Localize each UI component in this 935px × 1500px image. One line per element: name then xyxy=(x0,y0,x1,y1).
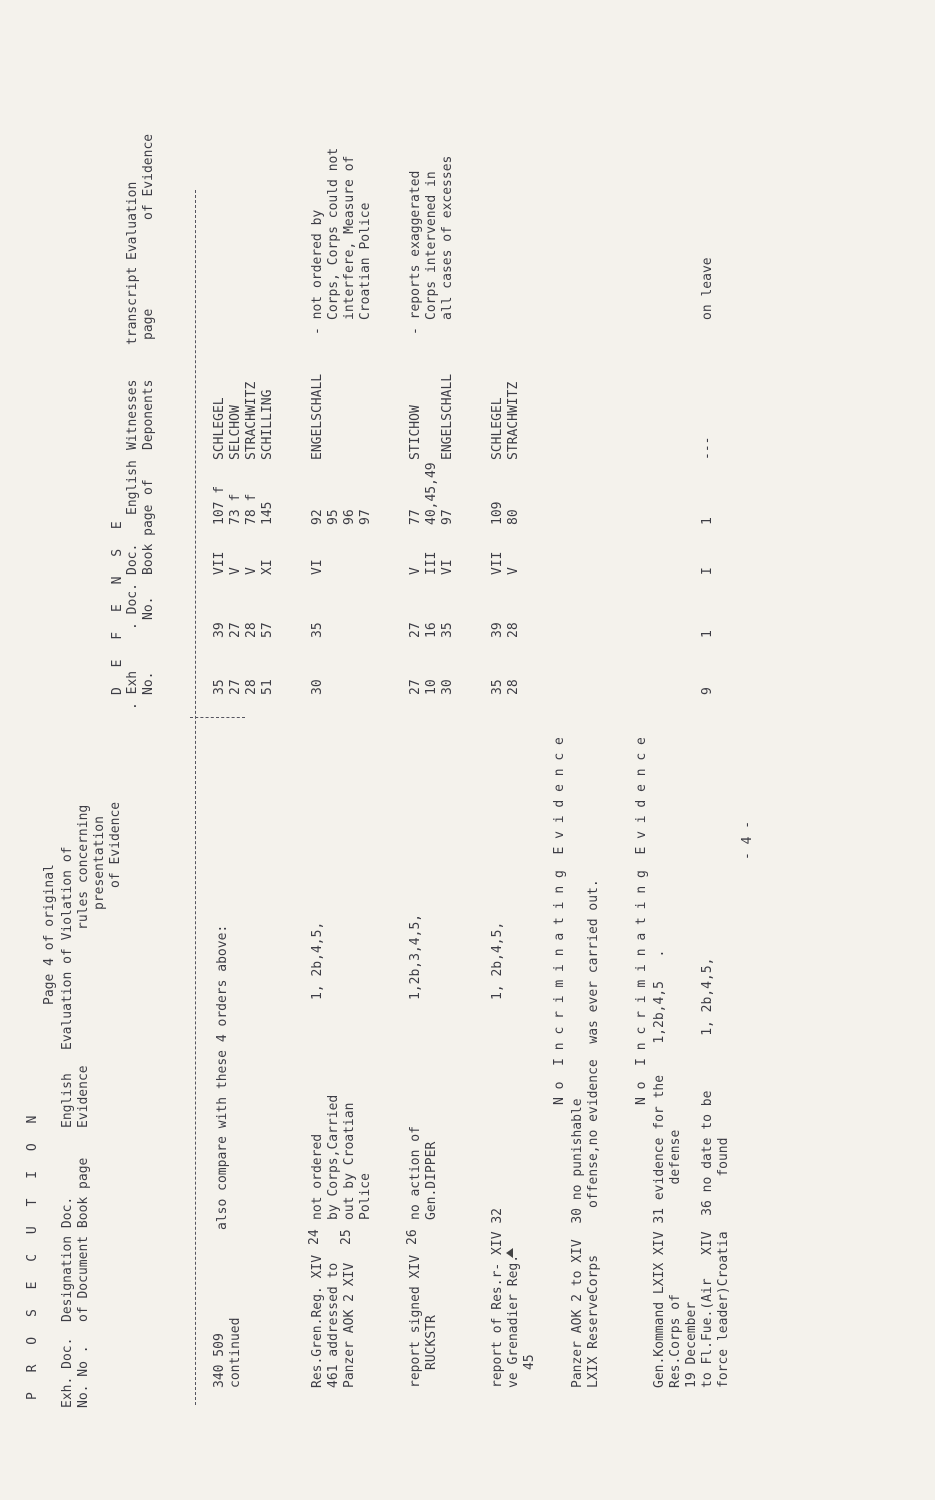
row1-def-page-2: 78 f xyxy=(244,493,259,525)
row3-evaluation-1: Corps intervened in xyxy=(424,171,439,320)
no-evidence-2-def-exh: 9 xyxy=(700,687,715,695)
row1-def-witness-1: SELCHOW xyxy=(228,405,243,460)
col-def-doc: . Doc. xyxy=(125,583,140,630)
row3-designation-1: RUCKSTR xyxy=(424,1315,439,1370)
row2-designation-1: 461 addressed to xyxy=(326,1262,341,1388)
row4-designation-0: report of Res.r- XIV 32 xyxy=(490,1207,505,1388)
row3-def-page-2: 97 xyxy=(440,509,455,525)
no-evidence-1-line1: Panzer AOK 2 to XIV 30 no punishable xyxy=(570,1098,585,1388)
row1-def-book-0: VII xyxy=(212,551,227,575)
row3-evidence-1: Gen.DIPPER xyxy=(424,1141,439,1220)
no-evidence-2-def-witness: --- xyxy=(700,436,715,460)
row4-def-page-1: 80 xyxy=(506,509,521,525)
row1-def-doc-1: 27 xyxy=(228,622,243,638)
row2-def-page-3: 97 xyxy=(358,509,373,525)
defense-heading: D E F E N S E xyxy=(110,515,125,695)
page-number: - 4 - xyxy=(740,820,755,860)
ink-mark-icon xyxy=(503,1246,517,1260)
row3-def-witness-0: STICHOW xyxy=(408,405,423,460)
row4-def-exh-0: 35 xyxy=(490,679,505,695)
row3-designation-0: report signed XIV xyxy=(408,1254,423,1388)
prosecution-heading: P R O S E C U T I O N xyxy=(25,1109,40,1400)
no-evidence-2-line5: force leader)Croatia found xyxy=(716,1137,731,1388)
col-def-exh: . Exh xyxy=(125,670,140,710)
no-evidence-2-evaluation: on leave xyxy=(700,257,715,320)
row4-def-page-0: 109 xyxy=(490,501,505,525)
row2-def-page-1: 95 xyxy=(326,509,341,525)
row2-evidence-2: out by Croatian xyxy=(342,1102,357,1220)
col-def-doc-no: No. xyxy=(141,596,156,620)
row1-def-exh-1: 27 xyxy=(228,679,243,695)
row2-def-page-2: 96 xyxy=(342,509,357,525)
row3-evaluation-2: all cases of excesses xyxy=(440,155,455,320)
row1-def-witness-2: STRACHWITZ xyxy=(244,381,259,460)
no-evidence-2-def-page: 1 xyxy=(700,517,715,525)
col-def-of-evidence: of Evidence xyxy=(141,133,156,220)
col-exh-doc: Exh. Doc. xyxy=(60,1337,75,1408)
row4-def-book-1: V xyxy=(506,567,521,575)
row3-def-doc-1: 16 xyxy=(424,622,439,638)
row2-evaluation-3: Croatian Police xyxy=(358,202,373,320)
header-vertical-rule xyxy=(190,717,245,718)
row4-def-book-0: VII xyxy=(490,551,505,575)
row1-def-doc-3: 57 xyxy=(260,622,275,638)
row3-evaluation-0: - reports exaggerated xyxy=(408,170,423,335)
col-english: English xyxy=(60,1073,75,1128)
row2-designation-2: Panzer AOK 2 XIV xyxy=(342,1262,357,1388)
row2-violation: 1, 2b,4,5, xyxy=(310,921,325,1000)
header-rule xyxy=(195,190,196,1405)
col-of-document: of Document Book page xyxy=(76,1157,91,1322)
row2-def-witness-0: ENGELSCHALL xyxy=(310,373,325,460)
row1-continued: continued xyxy=(228,1317,243,1388)
row3-evidence-0: no action of xyxy=(408,1126,423,1220)
row2-def-exh-0: 30 xyxy=(310,679,325,695)
row3-def-book-2: VI xyxy=(440,559,455,575)
row1-def-book-1: V xyxy=(228,567,243,575)
row2-evidence-1: by Corps,Carried xyxy=(326,1094,341,1220)
row1-designation: also compare with these 4 orders above: xyxy=(215,924,230,1230)
row3-def-book-1: III xyxy=(424,551,439,575)
row1-def-witness-3: SCHILLING xyxy=(260,389,275,460)
no-evidence-2-line4: to Fl.Fue.(Air XIV 36 no date to be 1, 2b,4,5, xyxy=(700,957,715,1388)
col-def-deponents: Deponents xyxy=(141,379,156,450)
col-def-evaluation: Evaluation xyxy=(125,181,140,260)
no-evidence-1-line2: LXIX ReserveCorps offense,no evidence was ever carried out. xyxy=(586,879,601,1388)
col-def-doc2: Doc. xyxy=(125,543,140,575)
row4-def-doc-1: 28 xyxy=(506,622,521,638)
row3-violation: 1,2b,3,4,5, xyxy=(408,913,423,1000)
col-no-no: No. No . xyxy=(76,1345,91,1408)
no-evidence-heading-1: N o I n c r i m i n a t i n g E v i d e n c e xyxy=(552,737,567,1105)
row1-def-page-1: 73 f xyxy=(228,493,243,525)
no-evidence-heading-2: N o I n c r i m i n a t i n g E v i d e n c e xyxy=(634,737,649,1105)
row3-def-exh-2: 30 xyxy=(440,679,455,695)
row2-evidence-0: not ordered xyxy=(310,1133,325,1220)
row1-def-exh-0: 35 xyxy=(212,679,227,695)
col-of-evidence: of Evidence xyxy=(108,801,123,888)
row1-def-witness-0: SCHLEGEL xyxy=(212,397,227,460)
row1-exh: 340 509 xyxy=(212,1333,227,1388)
row3-def-exh-1: 10 xyxy=(424,679,439,695)
col-def-witnesses: Witnesses xyxy=(125,379,140,450)
col-def-of: of xyxy=(141,479,156,495)
no-evidence-2-line1: Gen.Kommand LXIX XIV 31 evidence for the 1,2b,4,5 . xyxy=(652,949,667,1388)
col-evaluation: Evaluation of Violation of xyxy=(60,846,75,1050)
col-def-english: English xyxy=(125,460,140,515)
row3-def-exh-0: 27 xyxy=(408,679,423,695)
row1-def-book-3: XI xyxy=(260,559,275,575)
row3-def-book-0: V xyxy=(408,567,423,575)
col-designation: Designation Doc. xyxy=(60,1196,75,1322)
row1-def-doc-2: 28 xyxy=(244,622,259,638)
no-evidence-2-line2: Res.Corps of defense xyxy=(668,1129,683,1388)
row1-def-doc-0: 39 xyxy=(212,622,227,638)
row2-page-0: 24 xyxy=(307,1229,322,1245)
row4-def-witness-1: STRACHWITZ xyxy=(506,381,521,460)
row3-def-page-0: 77 xyxy=(408,509,423,525)
row4-def-witness-0: SCHLEGEL xyxy=(490,397,505,460)
row2-page-2: 25 xyxy=(339,1229,354,1245)
row4-def-exh-1: 28 xyxy=(506,679,521,695)
row2-evaluation-2: interfere, Measure of xyxy=(342,155,357,320)
no-evidence-2-def-book: I xyxy=(700,567,715,575)
row2-evidence-3: Police xyxy=(358,1173,373,1220)
row4-designation-2: 45 xyxy=(522,1354,537,1370)
col-def-transcript: transcript xyxy=(125,266,140,345)
row3-def-page-1: 40,45,49 xyxy=(424,462,439,525)
row1-def-exh-2: 28 xyxy=(244,679,259,695)
row2-evaluation-0: - not ordered by xyxy=(310,209,325,335)
row4-def-doc-0: 39 xyxy=(490,622,505,638)
no-evidence-2-line3: 19 December xyxy=(684,1301,699,1388)
col-def-book-page: Book page xyxy=(141,504,156,575)
page-note: Page 4 of original xyxy=(42,864,57,1005)
col-def-no: No. xyxy=(141,671,156,695)
row2-def-page-0: 92 xyxy=(310,509,325,525)
row2-def-doc-0: 35 xyxy=(310,622,325,638)
row2-evaluation-1: Corps, Corps could not xyxy=(326,147,341,320)
row4-violation: 1, 2b,4,5, xyxy=(490,921,505,1000)
row3-def-doc-2: 35 xyxy=(440,622,455,638)
row3-page-0: 26 xyxy=(405,1229,420,1245)
col-evidence: Evidence xyxy=(76,1065,91,1128)
row1-def-page-3: 145 xyxy=(260,501,275,525)
row2-def-book-0: VI xyxy=(310,559,325,575)
col-presentation: presentation xyxy=(92,816,107,910)
row3-def-doc-0: 27 xyxy=(408,622,423,638)
row2-designation-0: Res.Gren.Reg. XIV xyxy=(310,1254,325,1388)
row1-def-page-0: 107 f xyxy=(212,485,227,525)
col-rules: rules concerning xyxy=(76,804,91,930)
row4-designation-1: ve Grenadier Reg. xyxy=(506,1254,521,1388)
row3-def-witness-2: ENGELSCHALL xyxy=(440,373,455,460)
row1-def-exh-3: 51 xyxy=(260,679,275,695)
row1-def-book-2: V xyxy=(244,567,259,575)
col-def-page: page xyxy=(141,308,156,340)
no-evidence-2-def-doc: 1 xyxy=(700,630,715,638)
